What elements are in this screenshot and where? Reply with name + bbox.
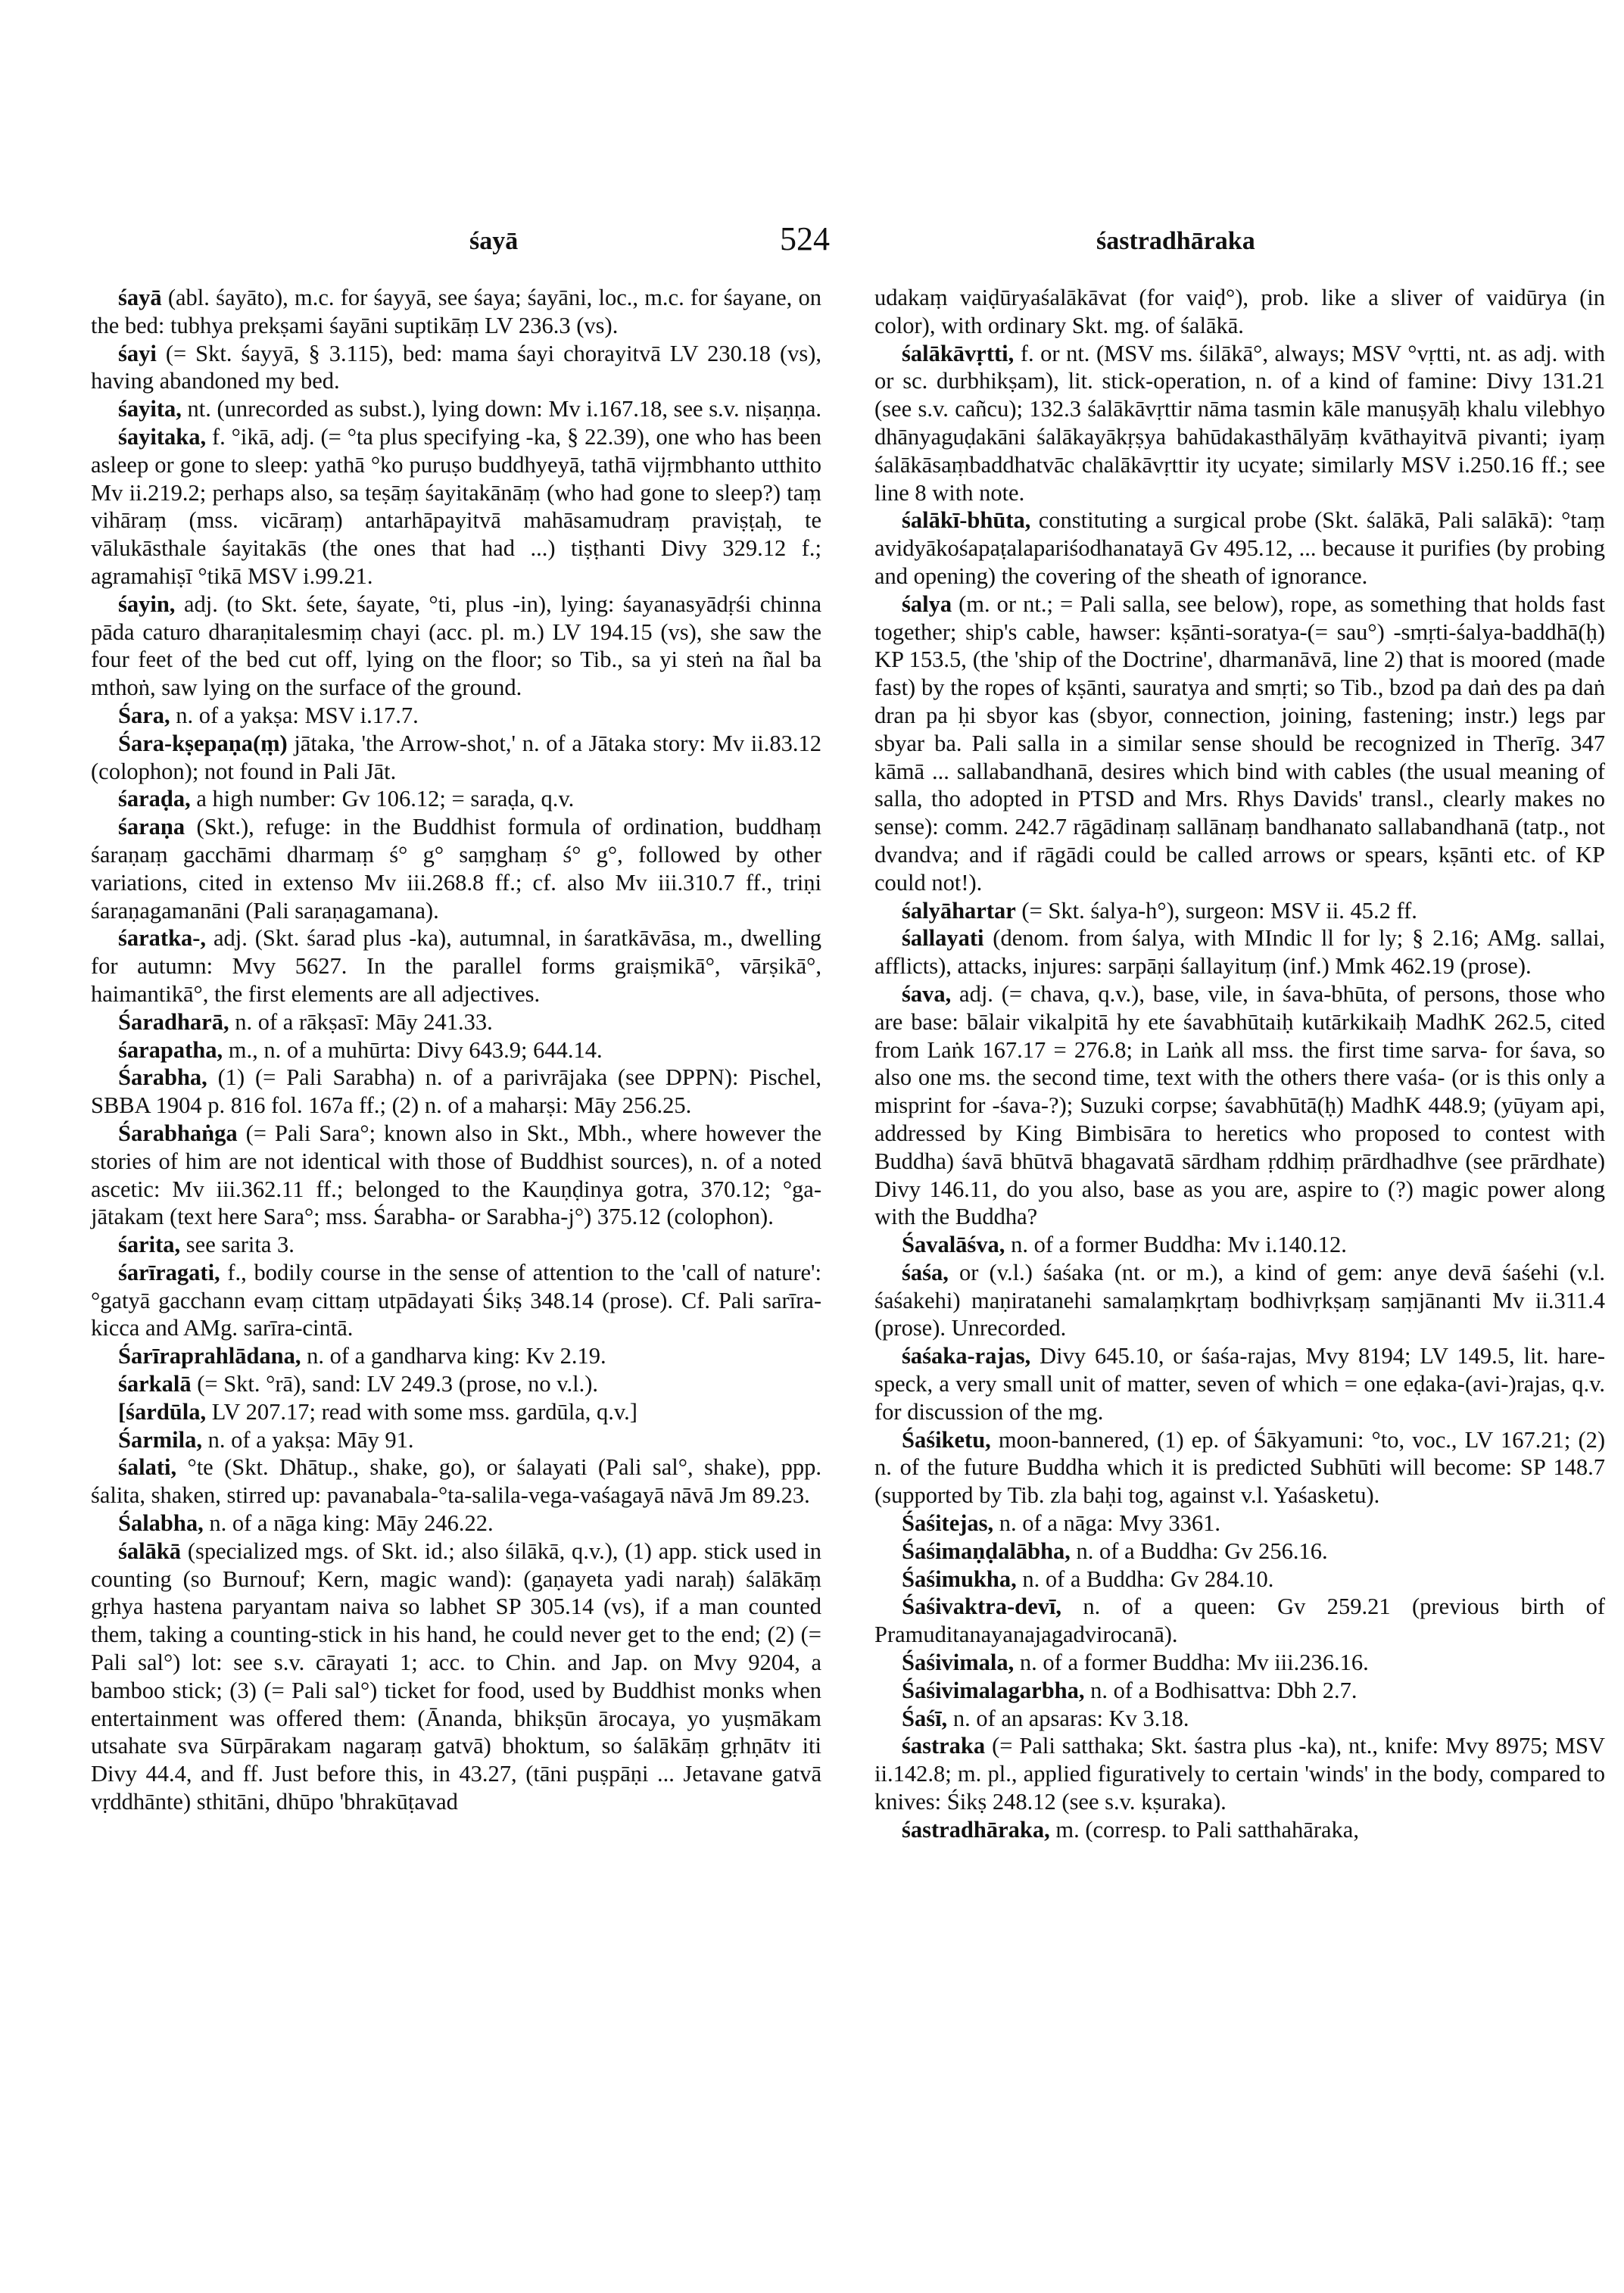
entry-headword: Śarabha, [118,1064,207,1091]
dictionary-entry [91,284,821,340]
entry-text: or (v.l.) śaśaka (nt. or m.), a kind of gem: anye devā śaśehi (v.l. śaśakehi) maṇiratanehi samalaṃkṛtaṃ bodhivṛkṣaṃ saṃjānanti Mv ii.311.4 (prose). Unrecorded. [874,1259,1606,1341]
dictionary-entry [874,1649,1605,1677]
dictionary-entry [91,1259,821,1342]
entry-text: n. of a yakṣa: Māy 91. [207,1426,414,1453]
dictionary-entry [91,1509,821,1537]
entry-text: adj. (= chava, q.v.), base, vile, in śava-bhūta, of persons, those who are base: bālair vikalpitā hy ete śavabhūtaiḥ kutārkikaiḥ MadhK 262.5, cited from Laṅk 167.17 = 276.8; in Laṅk all mss. the first time sarva- for śava, so also one ms. the second time, text with the others there vaśa- (or is this only a misprint for -śava-?); Suzuki corpse; śavabhūtā(ḥ) MadhK 448.9; (yūyam api, addressed by King Bimbisāra to heretics who proposed to contest with Buddha) śavā bhūtvā bhagavatā sārdham ṛddhiṃ prārdhadhve (see prārdhate) Divy 146.11, do you also, base as you are, aspire to (?) magic power along with the Buddha? [874,980,1606,1230]
dictionary-entry [91,1426,821,1454]
dictionary-entry [874,1732,1605,1815]
entry-headword: śayi [118,340,157,366]
entry-headword: śallayati [902,925,984,952]
page-number: 524 [780,220,830,257]
dictionary-entry [874,924,1605,980]
left-column [91,284,821,1816]
entry-headword: Śalabha, [118,1510,204,1537]
entry-text: adj. (Skt. śarad plus -ka), autumnal, in śaratkāvāsa, m., dwelling for autumn: Mvy 5627. In the parallel forms graiṣmikā°, vārṣikā°, haimantikā°, the first elements are all adjectives. [91,925,822,1007]
dictionary-entry [874,1566,1605,1594]
entry-text: Divy 645.10, or śaśa-rajas, Mvy 8194; LV 149.5, lit. hare-speck, a very small unit of matter, seven of which = one eḍaka-(avi-)rajas, q.v. for discussion of the mg. [874,1343,1605,1425]
entry-headword: śalākā [118,1537,182,1564]
entry-text: n. of a nāga: Mvy 3361. [999,1510,1221,1537]
entry-headword: Śavalāśva, [902,1232,1005,1258]
dictionary-entry [91,1036,821,1064]
entry-text: moon-bannered, (1) ep. of Śākyamuni: °to, voc., LV 167.21; (2) n. of the future Buddha which it is predicted Subhūti will become: SP 148.7 (supported by Tib. zla baḥi tog, against v.l. Yaśasketu). [874,1426,1606,1509]
entry-headword: Śara-kṣepaṇa(ṃ) [118,730,288,756]
entry-text: see sarita 3. [185,1232,295,1258]
dictionary-entry [874,590,1605,897]
dictionary-entry [91,1453,821,1509]
entry-text: (Skt.), refuge: in the Buddhist formula of ordination, buddhaṃ śaraṇaṃ gacchāmi dharmaṃ ś° g° saṃghaṃ ś° g°, followed by other variations, cited in extenso Mv iii.268.8 ff.; cf. also Mv iii.310.7 ff., triṇi śaraṇagamanāni (Pali saraṇagamana). [91,814,821,924]
entry-headword: śarkalā [118,1371,192,1397]
entry-headword: śayitaka, [118,423,207,450]
entry-headword: Śaśivimala, [902,1650,1015,1676]
dictionary-entry [91,590,821,702]
dictionary-entry [874,1816,1605,1844]
entry-text: n. of a former Buddha: Mv iii.236.16. [1019,1650,1369,1676]
entry-text: n. of an apsaras: Kv 3.18. [952,1705,1189,1731]
entry-headword: Śaśiketu, [902,1426,991,1453]
entry-headword: Śara, [118,702,170,728]
dictionary-entry [874,506,1605,590]
entry-text: (1) (= Pali Sarabha) n. of a parivrājaka (see DPPN): Pischel, SBBA 1904 p. 816 fol. 167a ff.; (2) n. of a maharṣi: Māy 256.25. [91,1064,821,1119]
dictionary-entry [874,284,1605,340]
dictionary-entry [874,1426,1605,1509]
entry-headword: śalati, [118,1454,177,1481]
entry-text: n. of a former Buddha: Mv i.140.12. [1011,1232,1347,1258]
dictionary-entry [91,340,821,396]
entry-headword: śayin, [118,590,176,617]
entry-headword: śarita, [118,1232,181,1258]
dictionary-entry [91,785,821,813]
dictionary-entry [874,980,1605,1231]
entry-headword: [śardūla, [118,1398,207,1425]
entry-headword: śarīragati, [118,1259,220,1285]
dictionary-entry [874,1231,1605,1259]
entry-headword: śalākī-bhūta, [902,507,1031,534]
entry-headword: śaratka-, [118,925,207,952]
entry-headword: Śaśivaktra-devī, [902,1594,1061,1620]
entry-text: (specialized mgs. of Skt. id.; also śilākā, q.v.), (1) app. stick used in counting (so Burnouf; Kern, magic wand): (gaṇayeta yadi naraḥ) śalākāṃ gṛhya hastena paryantam naiva so labhet SP 305.14 (vs), if a man counted them, taking a counting-stick in his hand, he could never get to the end; (2) (= Pali sal°) lot: see s.v. cārayati 1; acc. to Chin. and Jap. on Mvy 9204, a bamboo stick; (3) (= Pali sal°) ticket for food, used by Buddhist monks when entertainment was offered them: (Ānanda, bhikṣūn ārocaya, yo yuṣmākam utsahate sva Sūrpārakam nagaraṃ gatvā) bhoktum, so śalākāṃ gṛhṇātv iti Divy 44.4, and ff. Just before this, in 43.27, (tāni puṣpāṇi ... Jetavane gatvā vṛddhānte) sthitāni, dhūpo 'bhrakūṭavad [91,1537,822,1815]
entry-text: jātaka, 'the Arrow-shot,' n. of a Jātaka story: Mv ii.83.12 (colophon); not found in Pali Jāt. [91,730,821,784]
dictionary-entry [91,1231,821,1259]
entry-text: (= Pali Sara°; known also in Skt., Mbh., where however the stories of him are not identical with those of Buddhist sources), n. of a noted ascetic: Mv iii.362.11 ff.; belonged to the Kauṇḍinya gotra, 370.12; °ga-jātakam (text here Sara°; mss. Śarabha- or Sarabha-j°) 375.12 (colophon). [91,1120,822,1230]
entry-headword: Śarmila, [118,1426,202,1453]
left-running-headword: śayā [469,227,519,255]
entry-text: n. of a Buddha: Gv 284.10. [1022,1566,1274,1592]
entry-headword: Śarabhaṅga [118,1120,238,1146]
entry-text: f., bodily course in the sense of attention to the 'call of nature': °gatyā gacchann evaṃ cittaṃ utpādayati Śikṣ 348.14 (prose). Cf. Pali sarīra-kicca and AMg. sarīra-cintā. [91,1259,821,1341]
entry-text: adj. (to Skt. śete, śayate, °ti, plus -in), lying: śayanasyādṛśi chinna pāda caturo dharaṇitalesmiṃ chayi (acc. pl. m.) LV 194.15 (vs), she saw the four feet of the bed cut off, lying on the floor; so Tib., sa yi steṅ na ñal ba mthoṅ, saw lying on the surface of the ground. [91,590,821,701]
entry-text: n. of a nāga king: Māy 246.22. [209,1510,494,1537]
entry-headword: śava, [902,980,952,1007]
dictionary-entry [874,1537,1605,1566]
dictionary-entry [874,1259,1605,1342]
entry-text: (= Pali satthaka; Skt. śastra plus -ka), nt., knife: Mvy 8975; MSV ii.142.8; m. pl., applied figuratively to certain 'winds' in the body, compared to knives: Śikṣ 248.12 (see s.v. kṣuraka). [874,1733,1605,1815]
dictionary-entry [874,1509,1605,1537]
right-column [874,284,1605,1844]
running-header [0,220,1624,273]
entry-headword: śayita, [118,396,182,422]
dictionary-entry [874,1705,1605,1733]
dictionary-entry [874,1342,1605,1425]
entry-text: f. °ikā, adj. (= °ta plus specifying -ka, § 22.39), one who has been asleep or gone to sleep: yathā °ko puruṣo buddhyeyā, tathā vijṛmbhanto utthito Mv ii.219.2; perhaps also, sa teṣāṃ śayitakānāṃ (who had gone to sleep?) taṃ vihāraṃ (mss. vicāraṃ) antarhāpayitvā mahāsamudraṃ praviṣṭaḥ, te vālukāsthale śayitakās (the ones that had ...) tiṣṭhanti Divy 329.12 f.; agramahiṣī °tikā MSV i.99.21. [91,423,821,589]
dictionary-entry [91,1370,821,1398]
dictionary-entry [91,730,821,786]
entry-headword: śaraḍa, [118,786,191,812]
entry-text: (denom. from śalya, with MIndic ll for ly; § 2.16; AMg. sallai, afflicts), attacks, injures: sarpāṇi śallayituṃ (inf.) Mmk 462.19 (prose). [874,925,1605,980]
entry-text: (m. or nt.; = Pali salla, see below), rope, as something that holds fast together; ship's cable, hawser: kṣānti-soratya-(= sau°) -smṛti-śalya-baddhā(ḥ) KP 153.5, (the 'ship of the Doctrine', dharmanāvā, line 2) that is moored (made fast) by the ropes of kṣānti, sauratya and smṛti; so Tib., bzod pa daṅ des pa daṅ dran pa ḥi sbyor kas (sbyor, connection, joining, fastening; instr.) legs par sbyar ba. Pali salla in a similar sense should be recognized in Therīg. 347 kāmā ... sallabandhanā, desires which bind with cables (the usual meaning of salla, tho adopted in PTSD and Mrs. Rhys Davids' transl., clearly makes no sense): comm. 242.7 rāgādinaṃ sallānaṃ bandhanato sallabandhanā (tatp., not dvandva; and if rāgādi could be called arrows or spears, kṣānti etc. of KP could not!). [874,590,1605,896]
dictionary-entry [874,340,1605,507]
entry-text: (= Skt. śayyā, § 3.115), bed: mama śayi chorayitvā LV 230.18 (vs), having abandoned my bed. [91,340,821,394]
entry-headword: Śaśimaṇḍalābha, [902,1537,1071,1564]
entry-headword: śalākāvṛtti, [902,340,1015,366]
dictionary-entry [91,924,821,1008]
entry-text: n. of a rākṣasī: Māy 241.33. [235,1008,493,1035]
entry-text: n. of a Buddha: Gv 256.16. [1076,1537,1328,1564]
entry-headword: Śaśivimalagarbha, [902,1677,1085,1703]
dictionary-entry [91,1537,821,1816]
dictionary-entry [91,702,821,730]
dictionary-entry [91,395,821,423]
entry-headword: śastraka [902,1733,986,1759]
entry-headword: Śaśitejas, [902,1510,994,1537]
dictionary-entry [91,1342,821,1370]
entry-text: n. of a gandharva king: Kv 2.19. [307,1343,606,1369]
entry-text: a high number: Gv 106.12; = saraḍa, q.v. [196,786,575,812]
entry-headword: śaśaka-rajas, [902,1343,1031,1369]
entry-headword: śarapatha, [118,1036,223,1063]
dictionary-entry [91,1398,821,1426]
entry-headword: śaraṇa [118,814,185,840]
entry-text: n. of a Bodhisattva: Dbh 2.7. [1090,1677,1357,1703]
dictionary-entry [91,1064,821,1120]
entry-text: f. or nt. (MSV ms. śilākā°, always; MSV °vṛtti, nt. as adj. with or sc. durbhikṣam), lit. stick-operation, n. of a kind of famine: Divy 131.21 (see s.v. cañcu); 132.3 śalākāvṛttir nāma tasmin kāle manuṣyāḥ khalu vilebhyo dhānyaguḍakāni śalākayākṛṣya bahūdakasthālyāṃ kvāthayitvā pivanti; iyaṃ śalākāsaṃbaddhatvāc chalākāvṛttir ity ucyate; similarly MSV i.250.16 ff.; see line 8 with note. [874,340,1605,506]
entry-text: °te (Skt. Dhātup., shake, go), or śalayati (Pali sal°, shake), ppp. śalita, shaken, stirred up: pavanabala-°ta-salila-vega-vaśagayā nāvā Jm 89.23. [91,1454,821,1509]
entry-headword: Śarīraprahlādana, [118,1343,301,1369]
entry-headword: śastradhāraka, [902,1816,1050,1843]
entry-text: LV 207.17; read with some mss. gardūla, q.v.] [211,1398,637,1425]
entry-headword: śalyāhartar [902,897,1016,924]
entry-headword: Śaradharā, [118,1008,229,1035]
dictionary-entry [874,1593,1605,1649]
dictionary-entry [874,1677,1605,1705]
entry-headword: śayā [118,285,162,310]
dictionary-entry [874,897,1605,925]
entry-text: (abl. śayāto), m.c. for śayyā, see śaya; śayāni, loc., m.c. for śayane, on the bed: tubhya prekṣami śayāni suptikāṃ LV 236.3 (vs). [91,285,821,338]
dictionary-entry [91,423,821,590]
entry-headword: Śaśimukha, [902,1566,1017,1592]
right-running-headword: śastradhāraka [1096,227,1255,255]
entry-text: nt. (unrecorded as subst.), lying down: Mv i.167.18, see s.v. niṣaṇṇa. [187,396,821,422]
dictionary-entry [91,1008,821,1036]
dictionary-entry [91,1120,821,1231]
entry-text: (= Skt. °rā), sand: LV 249.3 (prose, no v.l.). [197,1371,598,1397]
entry-text: n. of a yakṣa: MSV i.17.7. [176,702,419,728]
entry-text: udakaṃ vaiḍūryaśalākāvat (for vaiḍ°), prob. like a sliver of vaidūrya (in color), with ordinary Skt. mg. of śalākā. [874,285,1605,338]
entry-text: (= Skt. śalya-h°), surgeon: MSV ii. 45.2 ff. [1021,897,1417,924]
entry-text: m., n. of a muhūrta: Divy 643.9; 644.14. [228,1036,603,1063]
dictionary-entry [91,813,821,924]
entry-headword: śaśa, [902,1259,949,1285]
entry-text: m. (corresp. to Pali satthahāraka, [1055,1816,1359,1843]
entry-headword: śalya [902,590,952,617]
entry-headword: Śaśī, [902,1705,948,1731]
entry-text: n. of a queen: Gv 259.21 (previous birth of Pramuditanayanajagadvirocanā). [874,1594,1606,1648]
entry-text: constituting a surgical probe (Skt. śalākā, Pali salākā): °taṃ avidyākośapaṭalapariśodhanatayā Gv 495.12, ... because it purifies (by probing and opening) the covering of the sheath of ignorance. [874,507,1606,589]
